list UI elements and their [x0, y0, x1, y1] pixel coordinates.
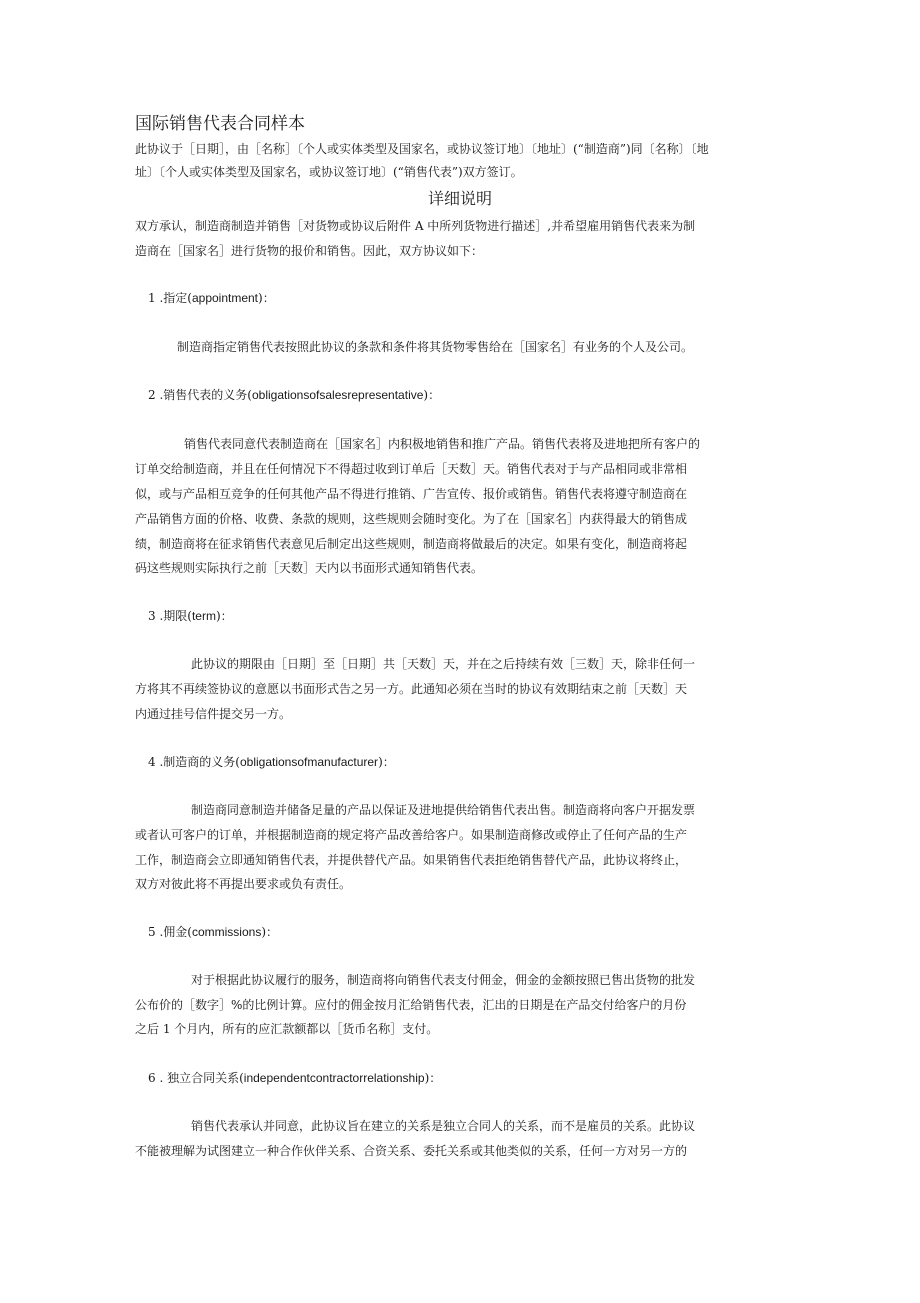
clause-title-cn: . 独立合同关系( [159, 1071, 244, 1085]
clause-number: 4 [148, 755, 156, 769]
clause-heading [148, 608, 233, 624]
clause-number: 5 [148, 925, 156, 939]
clause-line: 或者认可客户的订单，并根据制造商的规定将产品改善给客户。如果制造商修改或停止了任何产品的生产 [135, 828, 688, 842]
clause-title-end: )： [258, 291, 275, 305]
clause-line: 码这些规则实际执行之前［天数］天内以书面形式通知销售代表。 [135, 561, 484, 575]
clause-title-end: )： [261, 925, 279, 939]
clause-line: 双方对彼此将不再提出要求或负有责任。 [135, 877, 352, 891]
clause-line: 之后 1 个月内，所有的应汇款额都以［货币名称］支付。 [135, 1022, 439, 1036]
clause-line: 产品销售方面的价格、收费、条款的规则，这些规则会随时变化。为了在［国家名］内获得最大的销售成 [135, 512, 688, 526]
clause-line: 绩，制造商将在征求销售代表意见后制定出这些规则，制造商将做最后的决定。如果有变化，制造商将起 [135, 537, 688, 551]
clause-line: 工作，制造商会立即通知销售代表，并提供替代产品。如果销售代表拒绝销售替代产品，此协议将终止， [135, 853, 688, 867]
document-title: 国际销售代表合同样本 [135, 114, 305, 134]
clause-line: 对于根据此协议履行的服务，制造商将向销售代表支付佣金，佣金的金额按照已售出货物的批发 [191, 973, 696, 987]
clause-title-cn: .佣金( [159, 925, 192, 939]
clause-line: 制造商指定销售代表按照此协议的条款和条件将其货物零售给在［国家名］有业务的个人及公司。 [177, 340, 694, 354]
clause-line: 内通过挂号信件提交另一方。 [135, 707, 292, 721]
section-heading: 详细说明 [427, 189, 492, 208]
clause-title-en: appointment [191, 291, 259, 305]
clause-title-end: )： [424, 1071, 442, 1085]
clause-line: 方将其不再续签协议的意愿以书面形式告之另一方。此通知必须在当时的协议有效期结束之前［天数］天 [135, 682, 688, 696]
clause-line: 制造商同意制造并储备足量的产品以保证及进地提供给销售代表出售。制造商将向客户开据发票 [191, 803, 696, 817]
clause-line: 订单交给制造商，并且在任何情况下不得超过收到订单后［天数］天。销售代表对于与产品相同或非常相 [135, 462, 688, 476]
clause-title-cn: .期限( [159, 609, 192, 623]
clause-line: 销售代表承认并同意，此协议旨在建立的关系是独立合同人的关系，而不是雇员的关系。此协议 [191, 1119, 696, 1133]
clause-number: 1 [148, 291, 156, 305]
clause-title-en: commissions [191, 925, 262, 939]
preamble-line: 造商在［国家名］进行货物的报价和销售。因此，双方协议如下： [135, 244, 484, 258]
clause-line: 不能被理解为试图建立一种合作伙伴关系、合资关系、委托关系或其他类似的关系，任何一方对另一方的 [135, 1144, 688, 1158]
preamble-line: 双方承认，制造商制造并销售［对货物或协议后附件 A 中所列货物进行描述］,并希望雇用销售代表来为制 [135, 219, 696, 233]
intro-line: 此协议于［日期］，由［名称］〔个人或实体类型及国家名，或协议签订地〕〔地址〕(“制造商”)同〔名称〕〔地 [135, 142, 709, 156]
clause-title-cn: .销售代表的义务( [159, 388, 252, 402]
clause-heading [148, 1070, 441, 1086]
clause-line: 此协议的期限由［日期］至［日期］共［天数］天，并在之后持续有效［三数］天，除非任何一 [191, 657, 696, 671]
clause-title-cn: .制造商的义务( [159, 755, 240, 769]
clause-number: 6 [148, 1071, 156, 1085]
clause-title-end: )： [378, 755, 395, 769]
clause-title-en: obligationsofmanufacturer [239, 755, 379, 769]
clause-number: 3 [148, 609, 156, 623]
clause-line: 销售代表同意代表制造商在［国家名］内积极地销售和推广产品。销售代表将及进地把所有客户的 [184, 437, 701, 451]
clause-heading [148, 754, 395, 770]
clause-line: 似，或与产品相互竞争的任何其他产品不得进行推销、广告宣传、报价或销售。销售代表将遵守制造商在 [135, 487, 688, 501]
clause-heading [148, 387, 440, 403]
clause-title-en: independentcontractorrelationship [243, 1071, 425, 1085]
clause-title-end: )： [215, 609, 233, 623]
clause-title-en: term [191, 609, 216, 623]
intro-line: 址〕〔个人或实体类型及国家名，或协议签订地〕(“销售代表”)双方签订。 [135, 165, 523, 179]
clause-title-end: )： [423, 388, 441, 402]
clause-line: 公布价的［数字］%的比例计算。应付的佣金按月汇给销售代表，汇出的日期是在产品交付给客户的月份 [135, 998, 687, 1012]
clause-title-cn: .指定( [159, 291, 192, 305]
clause-heading [148, 290, 275, 306]
clause-title-en: obligationsofsalesrepresentative [251, 388, 424, 402]
clause-number: 2 [148, 388, 156, 402]
clause-heading [148, 924, 278, 940]
